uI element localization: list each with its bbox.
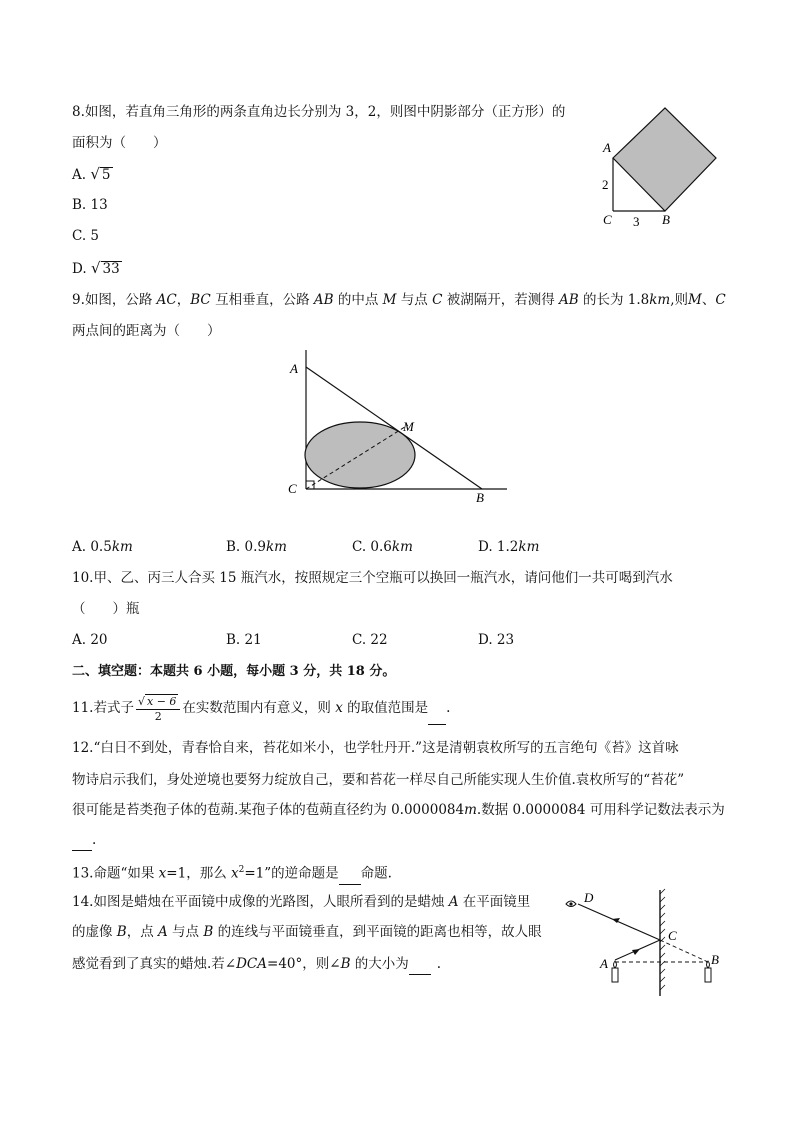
q8-figure [598, 104, 728, 234]
q9-label-a: A [290, 361, 298, 376]
q8-option-b[interactable]: B. 13 [72, 197, 108, 213]
q14-candle-a-icon [612, 968, 618, 982]
q14-stem-line3: 感觉看到了真实的蜡烛.若∠DCA=40°，则∠B 的大小为 . [72, 954, 441, 975]
q12-answer-blank[interactable] [72, 830, 92, 851]
q9-stem-line1: 9.如图，公路 AC，BC 互相垂直，公路 AB 的中点 M 与点 C 被湖隔开，若测得 AB 的长为 1.8km,则M、C [72, 292, 726, 308]
q10-option-d[interactable]: D. 23 [478, 632, 515, 648]
q14-stem-line1: 14.如图是蜡烛在平面镜中成像的光路图，人眼所看到的是蜡烛 A 在平面镜里 [72, 894, 531, 910]
q10-stem-line1: 10.甲、乙、丙三人合买 15 瓶汽水，按照规定三个空瓶可以换回一瓶汽水，请问他们一共可喝到汽水 [72, 570, 673, 586]
q11-stem: 11.若式子 $\frac{√ x - 6}{2}$ 在实数范围内有意义，则 x 的取值范围是 . [72, 692, 450, 725]
q14-label-b: B [711, 952, 719, 967]
q8-option-d-label: D. [72, 261, 91, 277]
q10-option-a[interactable]: A. 20 [72, 632, 108, 648]
q12-stem-line4: . [72, 830, 96, 851]
q11-answer-blank[interactable] [428, 692, 446, 725]
q8-option-a[interactable]: A. √ 5 [72, 165, 111, 183]
q8-option-d[interactable]: D. √ 33 [72, 259, 120, 277]
q14-ray-cd [578, 904, 660, 940]
q9-option-c[interactable]: C. 0.6km [352, 539, 413, 555]
q8-label-a: A [603, 140, 611, 155]
q14-label-a: A [600, 956, 608, 971]
q11-fraction: $\frac{√ x - 6}{2}$ [136, 694, 180, 723]
q10-stem-line2: （ ）瓶 [72, 601, 140, 617]
q10-option-c[interactable]: C. 22 [352, 632, 388, 648]
q14-mirror-hatch [660, 889, 665, 990]
q8-option-a-label: A. [72, 167, 91, 183]
q12-stem-line2: 物诗启示我们，身处逆境也要努力绽放自己，要和苔花一样尽自己所能实现人生价值.袁枚所写的“苔花” [72, 772, 685, 788]
q8-label-c: C [603, 212, 612, 227]
section2-title: 二、填空题：本题共 6 小题，每小题 3 分，共 18 分。 [72, 664, 396, 679]
q8-shaded-square [613, 108, 716, 211]
q14-ray-ac-arrow [632, 949, 640, 955]
q8-label-side-ac: 2 [602, 177, 609, 192]
q12-stem-line1: 12.“白日不到处，青春恰自来，苔花如米小，也学牡丹开.”这是清朝袁枚所写的五言绝句《苔》这首咏 [72, 740, 679, 756]
q8-stem-line2: 面积为（ ） [72, 135, 167, 151]
q8-label-side-cb: 3 [633, 214, 640, 229]
q10-option-b[interactable]: B. 21 [226, 632, 262, 648]
q14-label-c: C [668, 928, 677, 943]
q14-figure [560, 882, 730, 1002]
q8-option-a-radicand: 5 [101, 167, 111, 183]
q14-stem-line2: 的虚像 B，点 A 与点 B 的连线与平面镜垂直，到平面镜的距离也相等，故人眼 [72, 924, 542, 940]
q8-label-b: B [662, 212, 670, 227]
q9-option-b[interactable]: B. 0.9km [226, 539, 287, 555]
q8-option-c[interactable]: C. 5 [72, 228, 100, 244]
q14-candle-b-icon [705, 968, 711, 982]
q13-stem: 13.命题“如果 x=1，那么 $x^2=1$”的逆命题是 命题. [72, 860, 392, 885]
q9-figure [282, 345, 512, 510]
q9-option-d[interactable]: D. 1.2km [478, 539, 540, 555]
q14-dashed-cb [660, 940, 708, 962]
q14-answer-blank[interactable] [409, 954, 431, 975]
q8-option-d-radicand: 33 [102, 261, 120, 277]
q13-answer-blank[interactable] [339, 864, 361, 885]
q12-stem-line3: 很可能是苔类孢子体的苞蒴.某孢子体的苞蒴直径约为 0.0000084m.数据 0.0000084 可用科学记数法表示为 [72, 802, 725, 818]
q9-stem-line2: 两点间的距离为（ ） [72, 323, 221, 339]
q8-stem-line1: 8.如图，若直角三角形的两条直角边长分别为 3，2，则图中阴影部分（正方形）的 [72, 104, 566, 120]
q14-label-d: D [584, 890, 594, 905]
q9-label-m: M [403, 419, 414, 434]
q9-option-a[interactable]: A. 0.5km [72, 539, 133, 555]
q9-label-c: C [288, 481, 297, 496]
q9-label-b: B [476, 490, 484, 505]
